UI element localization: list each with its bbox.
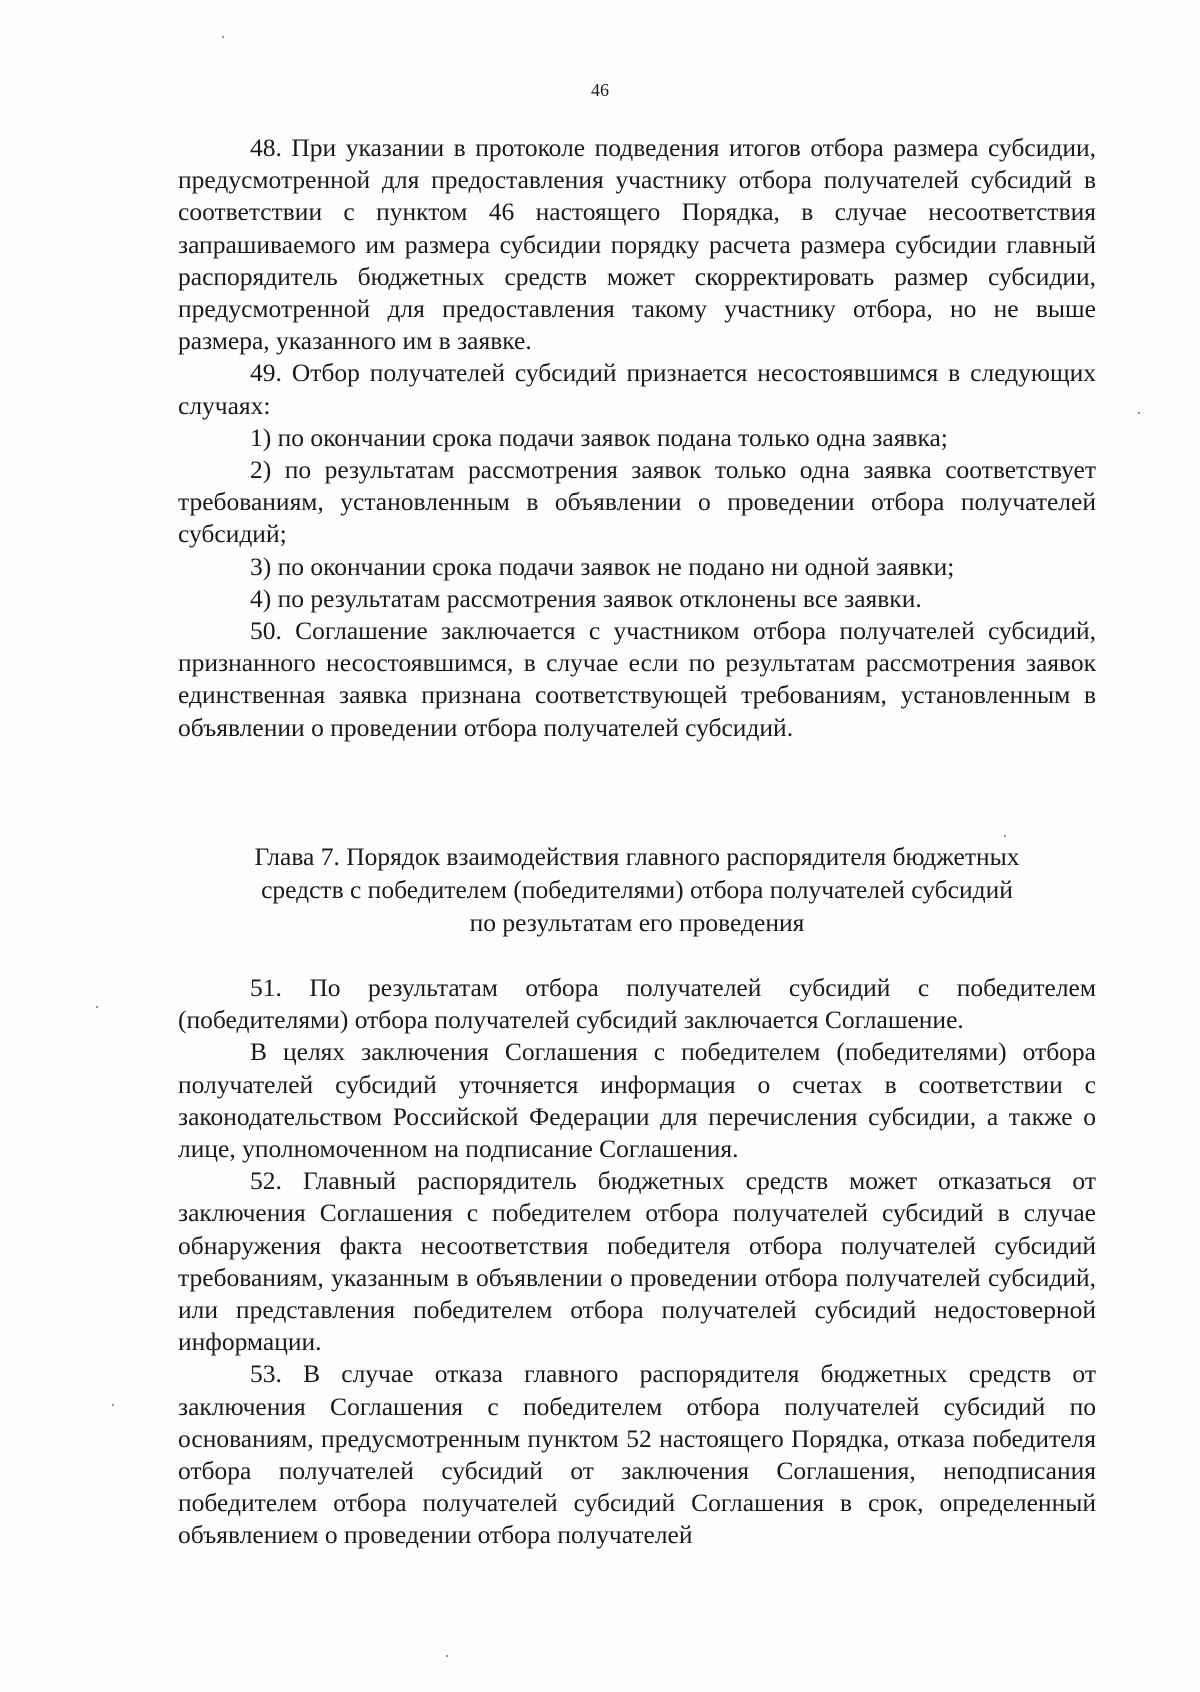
chapter-heading-line-3: по результатам его проведения bbox=[469, 908, 805, 937]
scan-speck bbox=[1138, 412, 1140, 414]
paragraph-48: 48. При указании в протоколе подведения итогов отбора размера субсидии, предусмотренной для предоставления участнику отбора получателей субсидий в соответствии с пунктом 46 настоящего Порядка, в случае несоответствия запрашиваемого им размера субсидии порядку расчета размера субсидии главный распорядитель бюджетных средств может скорректировать размер субсидии, предусмотренной для предоставления такому участнику отбора, но не выше размера, указанного им в заявке. bbox=[178, 133, 1096, 356]
paragraph-51-continued: В целях заключения Соглашения с победителем (победителями) отбора получателей субсидий уточняется информация о счетах в соответствии с законодательством Российской Федерации для перечисления субсидии, а также о лице, уполномоченном на подписание Соглашения. bbox=[178, 1037, 1096, 1164]
chapter-heading bbox=[178, 840, 1096, 939]
chapter-heading-line-1: Глава 7. Порядок взаимодействия главного распорядителя бюджетных bbox=[254, 842, 1020, 871]
list-item-49-4: 4) по результатам рассмотрения заявок отклонены все заявки. bbox=[250, 583, 922, 613]
list-item-49-2: 2) по результатам рассмотрения заявок только одна заявка соответствует требованиям, установленным в объявлении о проведении отбора получателей субсидий; bbox=[178, 455, 1096, 549]
scan-speck bbox=[222, 36, 224, 38]
scan-speck bbox=[1004, 835, 1006, 837]
list-item-49-1: 1) по окончании срока подачи заявок подана только одна заявка; bbox=[250, 422, 948, 452]
paragraph-53: 53. В случае отказа главного распорядителя бюджетных средств от заключения Соглашения с победителем отбора получателей субсидий по основаниям, предусмотренным пунктом 52 настоящего Порядка, отказа победителя отбора получателей субсидий от заключения Соглашения, неподписания победителем отбора получателей субсидий Соглашения в срок, определенный объявлением о проведении отбора получателей bbox=[178, 1359, 1096, 1550]
paragraph-51: 51. По результатам отбора получателей субсидий с победителем (победителями) отбора получателей субсидий заключается Соглашение. bbox=[178, 973, 1096, 1035]
scan-speck bbox=[112, 1404, 114, 1406]
list-item-49-3: 3) по окончании срока подачи заявок не подано ни одной заявки; bbox=[250, 551, 955, 581]
chapter-heading-line-2: средств с победителем (победителями) отбора получателей субсидий bbox=[261, 875, 1013, 904]
scan-speck bbox=[446, 1655, 448, 1657]
paragraph-49: 49. Отбор получателей субсидий признается несостоявшимся в следующих случаях: bbox=[178, 358, 1096, 420]
paragraph-50: 50. Соглашение заключается с участником отбора получателей субсидий, признанного несостоявшимся, в случае если по результатам рассмотрения заявок единственная заявка признана соответствующей требованиям, установленным в объявлении о проведении отбора получателей субсидий. bbox=[178, 616, 1096, 742]
top-text-block bbox=[178, 132, 1096, 744]
page-number: 46 bbox=[591, 80, 609, 100]
scan-speck bbox=[96, 1006, 98, 1008]
bottom-text-block bbox=[178, 972, 1096, 1552]
paragraph-52: 52. Главный распорядитель бюджетных средств может отказаться от заключения Соглашения с победителем отбора получателей субсидий в случае обнаружения факта несоответствия победителя отбора получателей субсидий требованиям, указанным в объявлении о проведении отбора получателей субсидий, или представления победителем отбора получателей субсидий недостоверной информации. bbox=[178, 1166, 1096, 1357]
